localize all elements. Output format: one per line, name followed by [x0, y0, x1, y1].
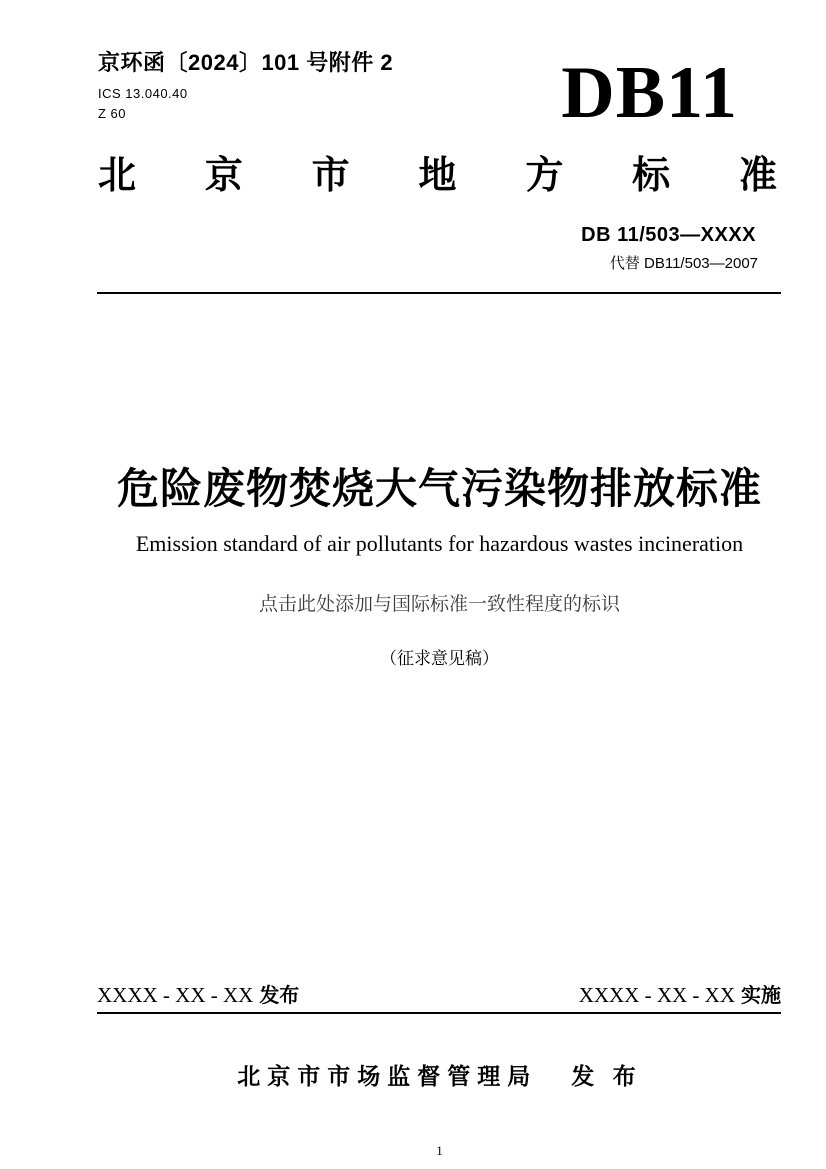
standard-type-title: 北 京 市 地 方 标 准	[98, 155, 777, 197]
consistency-placeholder[interactable]: 点击此处添加与国际标准一致性程度的标识	[258, 594, 620, 615]
publisher-name: 北京市市场监督管理局	[237, 1063, 538, 1089]
replaced-standard: 代替 DB11/503—2007	[609, 255, 758, 272]
title-english: Emission standard of air pollutants for hazardous wastes incineration	[135, 531, 744, 556]
issue-date-group	[97, 984, 299, 1007]
issue-label: 发布	[259, 985, 300, 1007]
publisher-row	[98, 1058, 781, 1091]
page-number: 1	[436, 1143, 443, 1158]
header-divider	[97, 292, 781, 294]
title-chinese: 危险废物焚烧大气污染物排放标准	[116, 465, 762, 512]
footer-dates-row	[97, 984, 781, 1014]
ics-code: ICS 13.040.40	[98, 86, 188, 101]
implement-label: 实施	[741, 985, 781, 1007]
standard-number: DB 11/503—XXXX	[581, 224, 756, 246]
issue-date: XXXX - XX - XX	[97, 983, 254, 1007]
implement-date-group	[579, 984, 781, 1007]
classification-code: Z 60	[98, 106, 127, 121]
implement-date: XXXX - XX - XX	[578, 983, 735, 1007]
db11-logo: DB11	[561, 52, 738, 134]
document-reference: 京环函〔2024〕101 号附件 2	[98, 50, 394, 75]
draft-status-note: （征求意见稿）	[380, 649, 499, 668]
publish-label: 发 布	[571, 1063, 642, 1089]
